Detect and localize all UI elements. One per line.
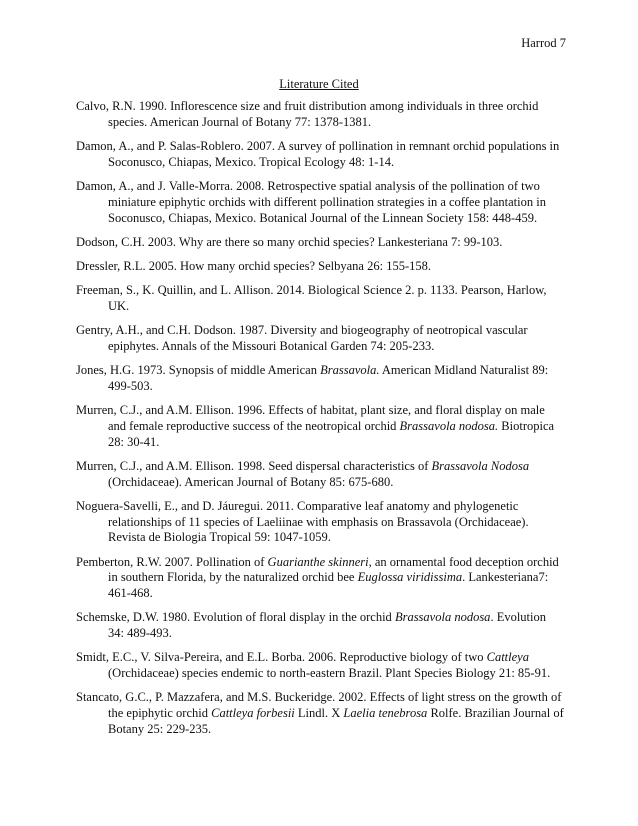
reference-text: Pemberton, R.W. 2007. Pollination of [76,554,268,569]
reference-italic-text: Guarianthe skinneri [267,554,369,569]
reference-text: Stancato, G.C., P. Mazzafera, and M.S. Buckeridge. 2002. Effects of light stress on the growth of the epiphytic orchid [76,690,562,721]
reference-entry [76,323,564,355]
reference-entry [76,283,564,315]
reference-text: Damon, A., and P. Salas-Roblero. 2007. A survey of pollination in remnant orchid populations in Soconusco, Chiapas, Mexico. Tropical Ecology 48: 1-14. [76,138,560,169]
reference-text: , an ornamental food deception orchid in southern Florida, by the naturalized orchid bee [108,554,559,585]
reference-text: . Evolution 34: 489-493. [108,610,546,641]
reference-entry [76,610,564,642]
reference-italic-text: Euglossa viridissima [357,570,463,585]
reference-entry [76,139,564,171]
reference-italic-text: Laelia tenebrosa [343,706,428,721]
reference-text: . Lankesteriana7: 461-468. [108,570,549,601]
reference-entry [76,459,564,491]
reference-entry [76,99,564,131]
reference-entry [76,179,564,226]
reference-entry [76,499,564,546]
reference-text: Jones, H.G. 1973. Synopsis of middle American [76,363,321,378]
reference-text: (Orchidaceae) species endemic to north-eastern Brazil. Plant Species Biology 21: 85-91. [108,666,551,681]
reference-text: Dodson, C.H. 2003. Why are there so many orchid species? Lankesteriana 7: 99-103. [76,234,503,249]
reference-text: Murren, C.J., and A.M. Ellison. 1998. Seed dispersal characteristics of [76,458,432,473]
reference-italic-text: Brassavola. [320,363,380,378]
reference-italic-text: Brassavola nodosa. [399,418,499,433]
section-title-container [0,77,638,92]
reference-entry [76,650,564,682]
reference-text: Noguera-Savelli, E., and D. Jáuregui. 2011. Comparative leaf anatomy and phylogenetic relationships of 11 species of Laeliinae with emphasis on Brassavola (Orchidaceae). Revista de Biologia Tropical 59: 1047-1059. [76,498,529,545]
reference-text: Gentry, A.H., and C.H. Dodson. 1987. Diversity and biogeography of neotropical vascular epiphytes. Annals of the Missouri Botanical Garden 74: 205-233. [76,323,528,353]
reference-text: Dressler, R.L. 2005. How many orchid species? Selbyana 26: 155-158. [76,258,431,273]
reference-italic-text: Brassavola Nodosa [431,458,530,473]
reference-entry [76,235,564,251]
reference-text: American Midland Naturalist 89: 499-503. [108,363,549,393]
reference-list [76,99,564,746]
running-head: Harrod 7 [521,36,566,50]
section-title: Literature Cited [279,77,359,91]
reference-entry [76,555,564,602]
reference-text: Biotropica 28: 30-41. [108,418,555,449]
reference-italic-text: Cattleya [486,650,529,665]
reference-text: Freeman, S., K. Quillin, and L. Allison. 2014. Biological Science 2. p. 1133. Pearson, Harlow, UK. [76,283,547,313]
reference-entry [76,363,564,395]
reference-entry [76,403,564,450]
reference-text: Schemske, D.W. 1980. Evolution of floral display in the orchid [76,610,395,625]
reference-text: Murren, C.J., and A.M. Ellison. 1996. Effects of habitat, plant size, and floral display on male and female reproductive success of the neotropical orchid [76,403,545,433]
reference-entry [76,259,564,275]
reference-italic-text: Cattleya forbesii [211,706,295,721]
reference-text: Lindl. X [294,706,344,721]
reference-text: (Orchidaceae). American Journal of Botany 85: 675-680. [108,474,394,489]
reference-italic-text: Brassavola nodosa [394,610,491,625]
reference-text: Rolfe. Brazilian Journal of Botany 25: 229-235. [108,706,564,736]
reference-entry [76,690,564,737]
reference-text: Calvo, R.N. 1990. Inflorescence size and fruit distribution among individuals in three orchid species. American Journal of Botany 77: 1378-1381. [76,99,539,129]
reference-text: Smidt, E.C., V. Silva-Pereira, and E.L. Borba. 2006. Reproductive biology of two [76,650,487,665]
reference-text: Damon, A., and J. Valle-Morra. 2008. Retrospective spatial analysis of the pollination of two miniature epiphytic orchids with different pollination strategies in a coffee plantation in Soconusco, Chiapas, Mexico. Botanical Journal of the Linnean Society 158: 448-459. [76,178,546,225]
